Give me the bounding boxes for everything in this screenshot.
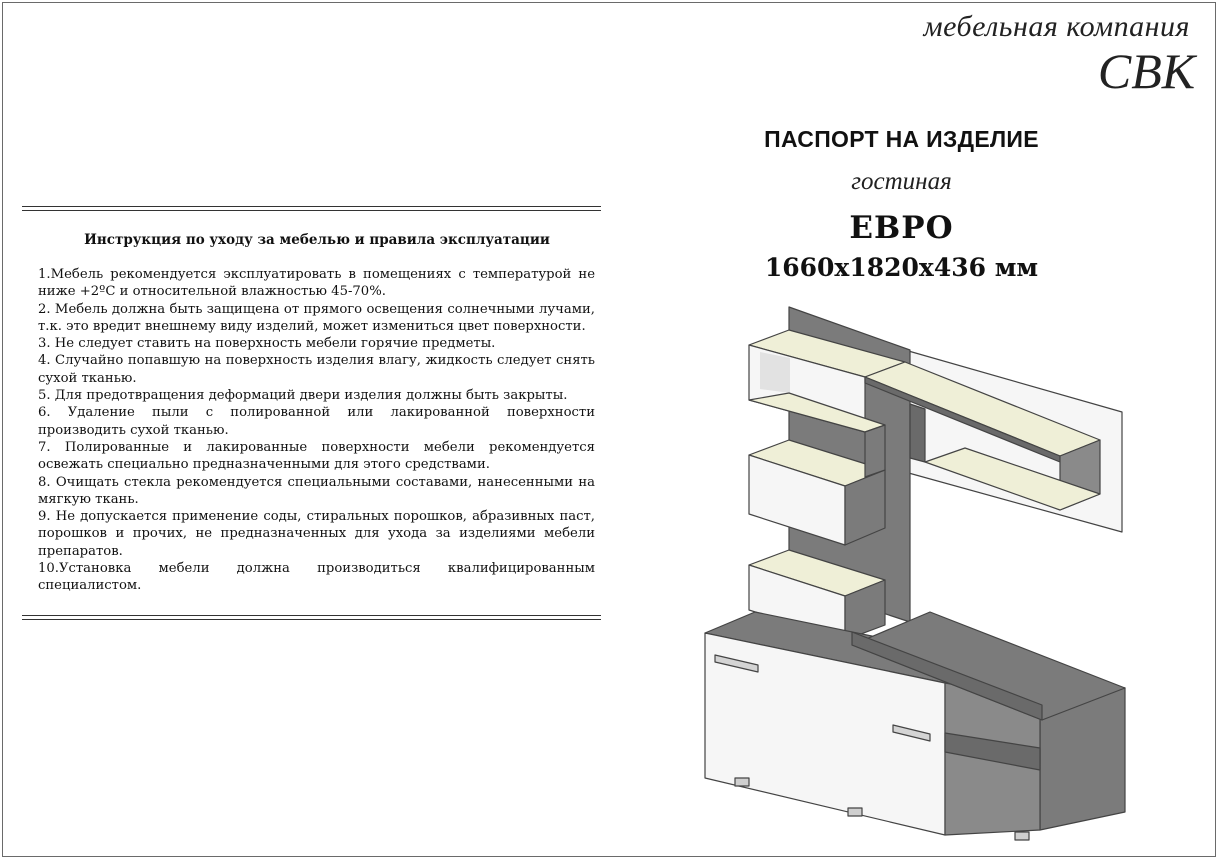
furniture-illustration [700, 300, 1130, 845]
instruction-item: 2. Мебель должна быть защищена от прямого освещения солнечными лучами, т.к. это вредит внешнему виду изделий, может измениться цвет поверхности. [38, 301, 595, 334]
cabinet-foot [1015, 832, 1029, 840]
instruction-item: 10.Установка мебели должна производиться квалифицированным специалистом. [38, 561, 595, 594]
double-rule-bottom [22, 615, 601, 620]
instruction-item: 1.Мебель рекомендуется эксплуатировать в помещениях с температурой не ниже +2ºС и относительной влажностью 45-70%. [38, 267, 595, 300]
shelf-inner [760, 352, 790, 393]
cabinet-foot [848, 808, 862, 816]
instructions-heading: Инструкция по уходу за мебелью и правила эксплуатации [84, 232, 550, 248]
passport-title: ПАСПОРТ НА ИЗДЕЛИЕ [764, 126, 1039, 152]
instruction-item: 5. Для предотвращения деформаций двери изделия должны быть закрыты. [38, 388, 568, 404]
product-name: ЕВРО [849, 210, 954, 246]
instruction-item: 8. Очищать стекла рекомендуется специальными составами, нанесенными на мягкую ткань. [38, 474, 595, 507]
double-rule-top [22, 206, 601, 211]
shelf-upper-mid-right [865, 425, 885, 477]
instruction-item: 3. Не следует ставить на поверхность мебели горячие предметы. [38, 336, 496, 352]
instruction-item: 7. Полированные и лакированные поверхности мебели рекомендуется освежать специально предназначенными для этого средствами. [38, 439, 595, 473]
brand-tagline: мебельная компания [923, 10, 1190, 43]
instruction-item: 6. Удаление пыли с полированной или лакированной поверхности производить сухой тканью. [38, 405, 595, 438]
product-type: гостиная [851, 168, 952, 195]
cabinet-foot [735, 778, 749, 786]
instruction-item: 4. Случайно попавшую на поверхность изделия влагу, жидкость следует снять сухой тканью. [38, 353, 595, 386]
instruction-item: 9. Не допускается применение соды, стиральных порошков, абразивных паст, порошков и прочих, не предназначенных для ухода за изделиями мебели препаратов. [38, 509, 595, 559]
instructions-list [38, 266, 595, 595]
product-dimensions: 1660х1820х436 мм [764, 253, 1039, 282]
right-box-left [910, 404, 925, 462]
brand-logo-name: СВК [1097, 43, 1195, 99]
